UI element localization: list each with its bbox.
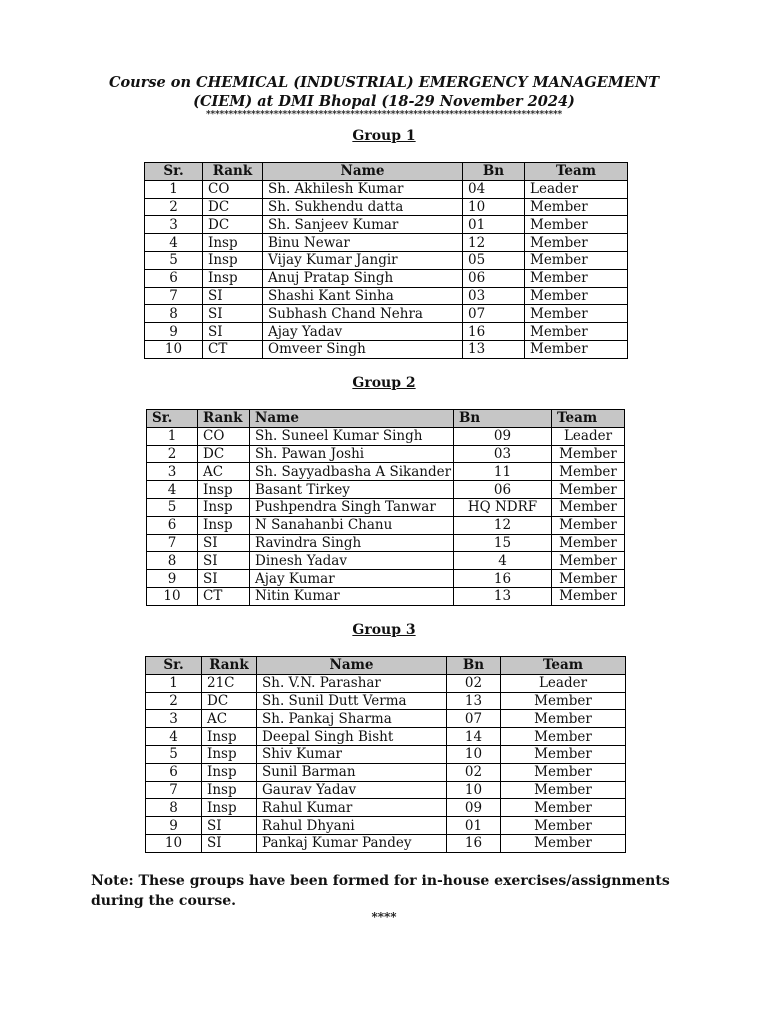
header-sr: Sr. — [146, 657, 202, 675]
team-cell: Member — [525, 287, 628, 305]
name-cell: Ajay Kumar — [250, 570, 454, 588]
sr-cell: 10 — [145, 340, 203, 358]
end-marker: **** — [371, 910, 397, 924]
table-row — [146, 763, 626, 781]
bn-cell: 14 — [447, 728, 501, 746]
team-cell: Member — [525, 216, 628, 234]
team-cell: Leader — [552, 427, 625, 445]
bn-cell: 13 — [447, 692, 501, 710]
name-cell: Sh. Pawan Joshi — [250, 445, 454, 463]
table-row — [146, 728, 626, 746]
name-cell: Binu Newar — [263, 234, 463, 252]
bn-cell: HQ NDRF — [454, 498, 552, 516]
table-row — [145, 180, 628, 198]
team-cell: Member — [501, 763, 626, 781]
team-cell: Member — [525, 251, 628, 269]
name-cell: Ajay Yadav — [263, 323, 463, 341]
footer-note: Note: These groups have been formed for in-house exercises/assignments during the course. — [91, 873, 670, 909]
bn-cell: 02 — [447, 763, 501, 781]
rank-cell: Insp — [202, 781, 257, 799]
team-cell: Member — [501, 781, 626, 799]
team-cell: Member — [552, 570, 625, 588]
team-cell: Member — [525, 323, 628, 341]
header-rank: Rank — [198, 410, 250, 428]
table-row — [145, 269, 628, 287]
name-cell: Dinesh Yadav — [250, 552, 454, 570]
name-cell: Shiv Kumar — [257, 745, 447, 763]
name-cell: Vijay Kumar Jangir — [263, 251, 463, 269]
name-cell: Subhash Chand Nehra — [263, 305, 463, 323]
sr-cell: 7 — [147, 534, 198, 552]
table-row — [147, 587, 625, 605]
table-row — [145, 251, 628, 269]
bn-cell: 01 — [447, 817, 501, 835]
rank-cell: SI — [198, 534, 250, 552]
header-team: Team — [552, 410, 625, 428]
name-cell: Deepal Singh Bisht — [257, 728, 447, 746]
bn-cell: 07 — [463, 305, 525, 323]
header-sr: Sr. — [145, 163, 203, 181]
table-row — [147, 534, 625, 552]
team-cell: Member — [552, 498, 625, 516]
bn-cell: 09 — [447, 799, 501, 817]
table-row — [145, 216, 628, 234]
sr-cell: 2 — [147, 445, 198, 463]
name-cell: Rahul Kumar — [257, 799, 447, 817]
team-cell: Member — [525, 305, 628, 323]
header-rank: Rank — [203, 163, 263, 181]
table-row — [146, 781, 626, 799]
rank-cell: CO — [203, 180, 263, 198]
team-cell: Member — [552, 445, 625, 463]
sr-cell: 8 — [147, 552, 198, 570]
team-cell: Member — [552, 463, 625, 481]
rank-cell: Insp — [203, 234, 263, 252]
sr-cell: 5 — [147, 498, 198, 516]
table-row — [146, 692, 626, 710]
table-row — [145, 323, 628, 341]
sr-cell: 4 — [146, 728, 202, 746]
team-cell: Member — [552, 481, 625, 499]
header-sr: Sr. — [147, 410, 198, 428]
sr-cell: 4 — [145, 234, 203, 252]
sr-cell: 6 — [145, 269, 203, 287]
table-row — [147, 552, 625, 570]
rank-cell: SI — [198, 552, 250, 570]
name-cell: Gaurav Yadav — [257, 781, 447, 799]
name-cell: Omveer Singh — [263, 340, 463, 358]
document-title-line-2: (CIEM) at DMI Bhopal (18-29 November 2024) — [193, 93, 575, 110]
table-header-row — [145, 163, 628, 181]
rank-cell: Insp — [202, 728, 257, 746]
table-row — [147, 427, 625, 445]
team-cell: Member — [501, 799, 626, 817]
sr-cell: 6 — [147, 516, 198, 534]
sr-cell: 9 — [145, 323, 203, 341]
table-row — [146, 674, 626, 692]
table-row — [145, 287, 628, 305]
name-cell: Pankaj Kumar Pandey — [257, 834, 447, 852]
group-3-title: Group 3 — [352, 622, 416, 638]
bn-cell: 10 — [447, 781, 501, 799]
bn-cell: 15 — [454, 534, 552, 552]
name-cell: Sh. Suneel Kumar Singh — [250, 427, 454, 445]
sr-cell: 8 — [146, 799, 202, 817]
bn-cell: 03 — [454, 445, 552, 463]
sr-cell: 9 — [147, 570, 198, 588]
rank-cell: AC — [198, 463, 250, 481]
team-cell: Member — [525, 269, 628, 287]
sr-cell: 2 — [145, 198, 203, 216]
team-cell: Member — [501, 745, 626, 763]
header-team: Team — [525, 163, 628, 181]
team-cell: Member — [552, 534, 625, 552]
sr-cell: 3 — [147, 463, 198, 481]
rank-cell: Insp — [202, 763, 257, 781]
sr-cell: 5 — [145, 251, 203, 269]
group-2-table — [146, 409, 625, 606]
name-cell: Shashi Kant Sinha — [263, 287, 463, 305]
name-cell: Sh. Akhilesh Kumar — [263, 180, 463, 198]
table-header-row — [146, 657, 626, 675]
name-cell: Pushpendra Singh Tanwar — [250, 498, 454, 516]
header-name: Name — [250, 410, 454, 428]
sr-cell: 9 — [146, 817, 202, 835]
team-cell: Leader — [525, 180, 628, 198]
name-cell: Rahul Dhyani — [257, 817, 447, 835]
header-team: Team — [501, 657, 626, 675]
bn-cell: 10 — [447, 745, 501, 763]
rank-cell: DC — [203, 198, 263, 216]
name-cell: Ravindra Singh — [250, 534, 454, 552]
header-bn: Bn — [454, 410, 552, 428]
name-cell: Basant Tirkey — [250, 481, 454, 499]
rank-cell: Insp — [202, 745, 257, 763]
table-row — [146, 834, 626, 852]
team-cell: Member — [552, 552, 625, 570]
sr-cell: 6 — [146, 763, 202, 781]
team-cell: Member — [501, 710, 626, 728]
sr-cell: 10 — [146, 834, 202, 852]
table-row — [145, 234, 628, 252]
bn-cell: 04 — [463, 180, 525, 198]
team-cell: Member — [501, 834, 626, 852]
sr-cell: 10 — [147, 587, 198, 605]
sr-cell: 7 — [146, 781, 202, 799]
name-cell: Anuj Pratap Singh — [263, 269, 463, 287]
header-name: Name — [263, 163, 463, 181]
table-row — [146, 817, 626, 835]
rank-cell: Insp — [198, 481, 250, 499]
team-cell: Member — [552, 587, 625, 605]
table-header-row — [147, 410, 625, 428]
bn-cell: 12 — [463, 234, 525, 252]
team-cell: Member — [525, 234, 628, 252]
bn-cell: 01 — [463, 216, 525, 234]
team-cell: Member — [501, 728, 626, 746]
rank-cell: Insp — [202, 799, 257, 817]
table-row — [147, 570, 625, 588]
rank-cell: DC — [198, 445, 250, 463]
name-cell: Sh. V.N. Parashar — [257, 674, 447, 692]
table-row — [147, 445, 625, 463]
rank-cell: SI — [198, 570, 250, 588]
group-1-title: Group 1 — [352, 128, 416, 144]
group-1-table — [144, 162, 628, 359]
bn-cell: 16 — [454, 570, 552, 588]
table-row — [146, 710, 626, 728]
name-cell: Sh. Sayyadbasha A Sikander — [250, 463, 454, 481]
table-row — [146, 799, 626, 817]
table-row — [145, 305, 628, 323]
sr-cell: 1 — [147, 427, 198, 445]
bn-cell: 05 — [463, 251, 525, 269]
sr-cell: 2 — [146, 692, 202, 710]
rank-cell: SI — [203, 305, 263, 323]
document-title-line-1: Course on CHEMICAL (INDUSTRIAL) EMERGENCY MANAGEMENT — [108, 74, 660, 91]
team-cell: Member — [501, 817, 626, 835]
rank-cell: CT — [198, 587, 250, 605]
group-3-table — [145, 656, 626, 853]
bn-cell: 4 — [454, 552, 552, 570]
rank-cell: CO — [198, 427, 250, 445]
table-row — [145, 198, 628, 216]
rank-cell: Insp — [198, 498, 250, 516]
bn-cell: 07 — [447, 710, 501, 728]
sr-cell: 5 — [146, 745, 202, 763]
team-cell: Leader — [501, 674, 626, 692]
header-name: Name — [257, 657, 447, 675]
header-bn: Bn — [447, 657, 501, 675]
rank-cell: AC — [202, 710, 257, 728]
bn-cell: 16 — [447, 834, 501, 852]
bn-cell: 12 — [454, 516, 552, 534]
bn-cell: 06 — [463, 269, 525, 287]
table-row — [147, 481, 625, 499]
team-cell: Member — [525, 198, 628, 216]
rank-cell: SI — [202, 817, 257, 835]
separator-line: ******************************************************************************* — [205, 110, 563, 120]
rank-cell: Insp — [203, 251, 263, 269]
rank-cell: SI — [203, 287, 263, 305]
rank-cell: Insp — [198, 516, 250, 534]
sr-cell: 7 — [145, 287, 203, 305]
name-cell: Sunil Barman — [257, 763, 447, 781]
bn-cell: 03 — [463, 287, 525, 305]
bn-cell: 11 — [454, 463, 552, 481]
team-cell: Member — [501, 692, 626, 710]
name-cell: N Sanahanbi Chanu — [250, 516, 454, 534]
bn-cell: 09 — [454, 427, 552, 445]
sr-cell: 3 — [145, 216, 203, 234]
rank-cell: SI — [202, 834, 257, 852]
rank-cell: 21C — [202, 674, 257, 692]
name-cell: Sh. Sanjeev Kumar — [263, 216, 463, 234]
table-row — [146, 745, 626, 763]
header-rank: Rank — [202, 657, 257, 675]
rank-cell: DC — [202, 692, 257, 710]
header-bn: Bn — [463, 163, 525, 181]
bn-cell: 10 — [463, 198, 525, 216]
bn-cell: 06 — [454, 481, 552, 499]
sr-cell: 1 — [146, 674, 202, 692]
team-cell: Member — [525, 340, 628, 358]
rank-cell: Insp — [203, 269, 263, 287]
bn-cell: 02 — [447, 674, 501, 692]
bn-cell: 16 — [463, 323, 525, 341]
name-cell: Sh. Pankaj Sharma — [257, 710, 447, 728]
sr-cell: 4 — [147, 481, 198, 499]
table-row — [147, 463, 625, 481]
bn-cell: 13 — [463, 340, 525, 358]
sr-cell: 3 — [146, 710, 202, 728]
sr-cell: 1 — [145, 180, 203, 198]
table-row — [147, 498, 625, 516]
name-cell: Sh. Sunil Dutt Verma — [257, 692, 447, 710]
name-cell: Nitin Kumar — [250, 587, 454, 605]
rank-cell: CT — [203, 340, 263, 358]
table-row — [145, 340, 628, 358]
name-cell: Sh. Sukhendu datta — [263, 198, 463, 216]
group-2-title: Group 2 — [352, 375, 416, 391]
team-cell: Member — [552, 516, 625, 534]
sr-cell: 8 — [145, 305, 203, 323]
bn-cell: 13 — [454, 587, 552, 605]
rank-cell: SI — [203, 323, 263, 341]
rank-cell: DC — [203, 216, 263, 234]
table-row — [147, 516, 625, 534]
